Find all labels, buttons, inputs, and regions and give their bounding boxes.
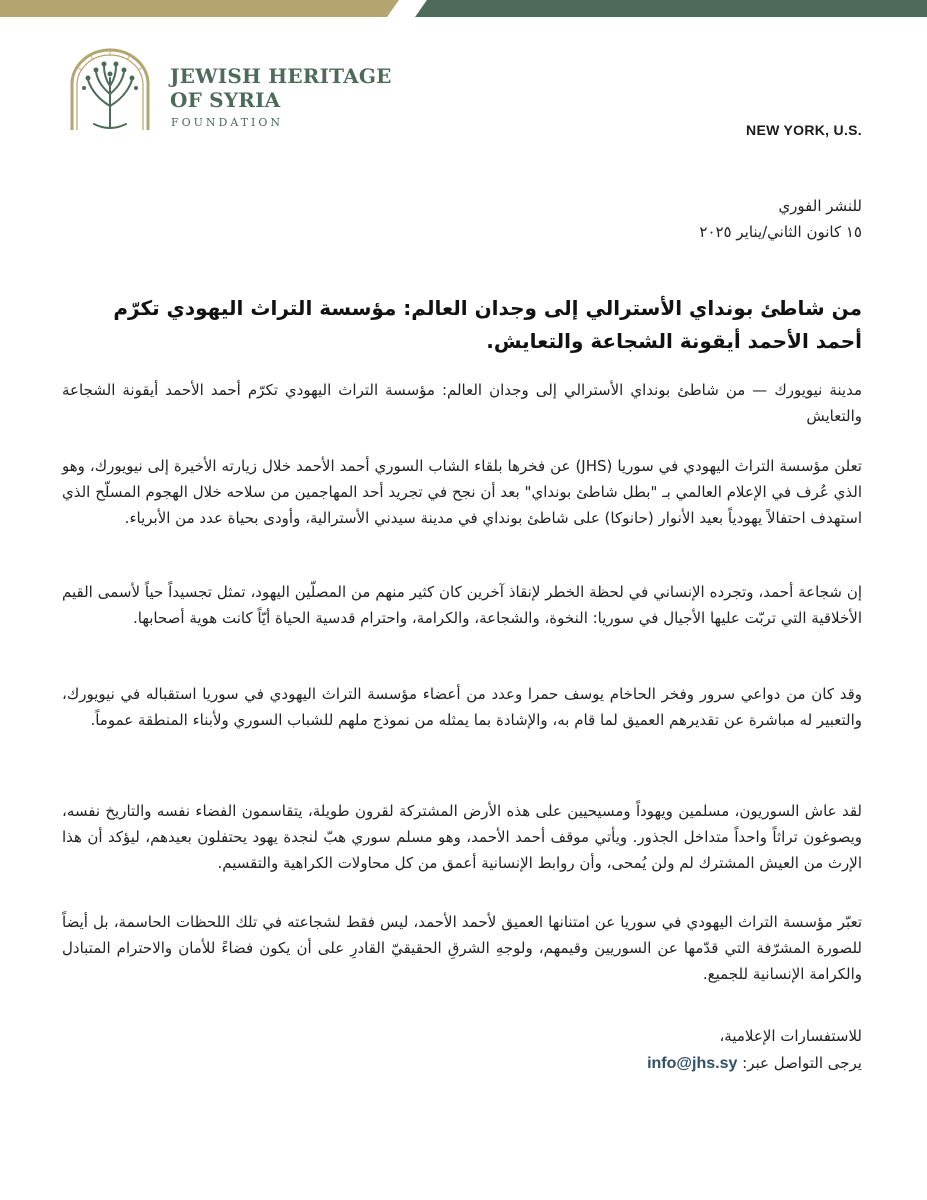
media-contact-prompt: يرجى التواصل عبر: [742, 1054, 862, 1072]
press-release-headline: من شاطئ بونداي الأسترالي إلى وجدان العالم: مؤسسة التراث اليهودي تكرّم أحمد الأحمد أيقونة الشجاعة والتعايش. [113, 296, 862, 353]
body-paragraph-1: مدينة نيويورك — من شاطئ بونداي الأسترالي إلى وجدان العالم: مؤسسة التراث اليهودي تكرّم أحمد الأحمد أيقونة الشجاعة والتعايش [62, 381, 862, 425]
media-contact-label: للاستفسارات الإعلامية، [719, 1027, 862, 1045]
top-accent-bar [0, 0, 927, 17]
body-paragraph-5: لقد عاش السوريون، مسلمين ويهوداً ومسيحيين على هذه الأرض المشتركة لقرون طويلة، يتقاسمون الفضاء نفسه والتاريخ نفسه، ويصوغون تراثاً واحداً متداخل الجذور. ويأتي موقف أحمد الأحمد، وهو مسلم سوري هبّ لنجدة يهود يحتفلون بعيدهم، ليؤكد أن هذا الإرث من العيش المشترك لم ولن يُمحى، وأن روابط الإنسانية أعمق من كل محاولات الكراهية والتقسيم. [62, 802, 862, 872]
tree-arch-logo-icon [60, 44, 160, 134]
foundation-logo [60, 44, 392, 134]
logo-wordmark-line1: JEWISH HERITAGE [170, 64, 392, 88]
body-paragraph-3: إن شجاعة أحمد، وتجرده الإنساني في لحظة الخطر لإنقاذ آخرين كان كثير منهم من المصلّين اليهود، تمثل تجسيداً حياً لأسمى القيم الأخلاقية التي تربّت عليها الأجيال في سوريا: النخوة، والشجاعة، والكرامة، واحترام قدسية الحياة أيّاً كانت هوية أصحابها. [62, 583, 862, 627]
media-contact-line [647, 1050, 862, 1077]
contact-email-link[interactable]: info@jhs.sy [647, 1055, 738, 1072]
media-contact [647, 1023, 862, 1077]
body-paragraph-2: تعلن مؤسسة التراث اليهودي في سوريا (JHS) عن فخرها بلقاء الشاب السوري أحمد الأحمد خلال زيارته الأخيرة إلى نيويورك، وهو الذي عُرف في الإعلام العالمي بـ "بطل شاطئ بونداي" بعد أن نجح في تجريد أحد المهاجمين من سلاحه خلال الهجوم المسلّح الذي استهدف احتفالاً يهودياً بعيد الأنوار (حانوكا) على شاطئ بونداي في مدينة سيدني الأسترالية، وأودى بحياة عدد من الأبرياء. [62, 457, 862, 527]
top-bar-green-segment [405, 0, 927, 17]
body-paragraph-6: تعبّر مؤسسة التراث اليهودي في سوريا عن امتنانها العميق لأحمد الأحمد، ليس فقط لشجاعته في تلك اللحظات الحاسمة، بل أيضاً للصورة المشرّفة التي قدّمها عن السوريين وقيمهم، ولوجهِ الشرقِ الحقيقيّ القادرِ على أن يكون فضاءً للأمان والاحترام المتبادل والكرامة الإنسانية للجميع. [62, 913, 862, 983]
logo-wordmark-line3: FOUNDATION [171, 116, 284, 129]
release-date: ١٥ كانون الثاني/يناير ٢٠٢٥ [699, 223, 862, 241]
dateline-location: NEW YORK, U.S. [746, 122, 862, 138]
logo-wordmark-line2: OF SYRIA [170, 88, 281, 112]
body-paragraph-4: وقد كان من دواعي سرور وفخر الحاخام يوسف حمرا وعدد من أعضاء مؤسسة التراث اليهودي في سوريا استقباله في نيويورك، والتعبير له مباشرة عن تقديرهم العميق لما قام به، والإشادة بما يمثله من نموذج ملهم للشباب السوري ولأبناء المنطقة عموماً. [62, 685, 862, 729]
release-label: للنشر الفوري [778, 197, 862, 215]
top-bar-gold-segment [0, 0, 405, 17]
release-info [699, 193, 862, 245]
